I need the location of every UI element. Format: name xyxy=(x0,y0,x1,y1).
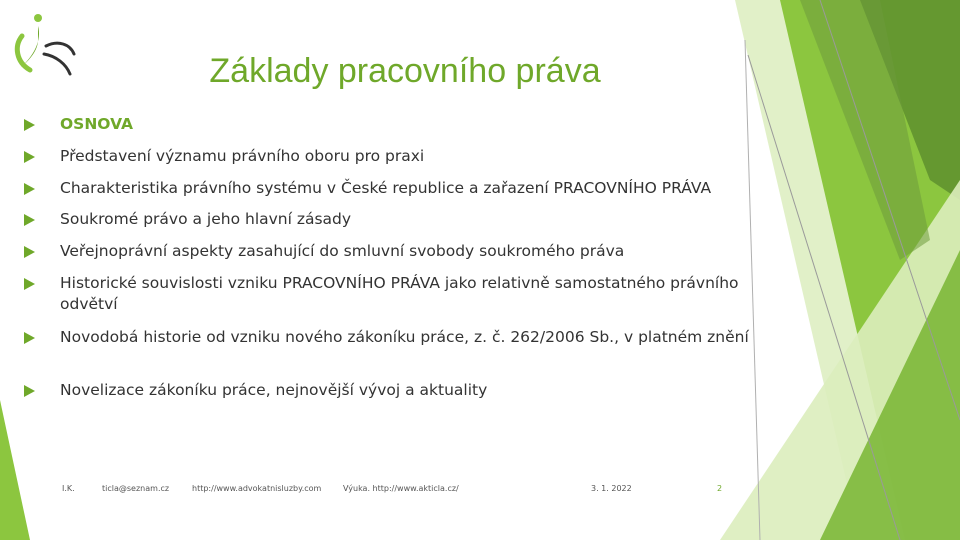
bullet-text: Soukromé právo a jeho hlavní zásady xyxy=(60,210,352,228)
footer-email: ticla@seznam.cz xyxy=(102,484,170,493)
bullet-text: Novodobá historie od vzniku nového zákoníku práce, z. č. 262/2006 Sb., v platném znění xyxy=(60,328,749,346)
footer-page-number: 2 xyxy=(717,484,723,493)
bullet-text: Veřejnoprávní aspekty zasahující do smluvní svobody soukromého práva xyxy=(60,242,625,260)
triangle-bullet-icon xyxy=(24,119,35,131)
triangle-bullet-icon xyxy=(24,385,35,397)
footer-teaching: Výuka. http://www.akticla.cz/ xyxy=(343,484,459,493)
triangle-bullet-icon xyxy=(24,151,35,163)
footer-website: http://www.advokatnisluzby.com xyxy=(192,484,322,493)
bullet-text-outline: OSNOVA xyxy=(60,115,134,133)
figure-logo-icon xyxy=(8,10,78,80)
triangle-bullet-icon xyxy=(24,278,35,290)
triangle-bullet-icon xyxy=(24,214,35,226)
bullet-text: Charakteristika právního systému v České republice a zařazení PRACOVNÍHO PRÁVA xyxy=(60,179,712,197)
footer-initials: I.K. xyxy=(62,484,75,493)
triangle-bullet-icon xyxy=(24,332,35,344)
triangle-bullet-icon xyxy=(24,246,35,258)
footer-date: 3. 1. 2022 xyxy=(591,484,632,493)
bullet-text: Novelizace zákoníku práce, nejnovější vývoj a aktuality xyxy=(60,381,488,399)
triangle-bullet-icon xyxy=(24,183,35,195)
bullet-text: Historické souvislosti vzniku PRACOVNÍHO PRÁVA jako relativně samostatného právního odvětví xyxy=(60,274,739,313)
slide-title: Základy pracovního práva xyxy=(209,52,601,90)
decor-left-corner xyxy=(0,400,30,540)
bullet-text: Představení významu právního oboru pro praxi xyxy=(60,147,425,165)
